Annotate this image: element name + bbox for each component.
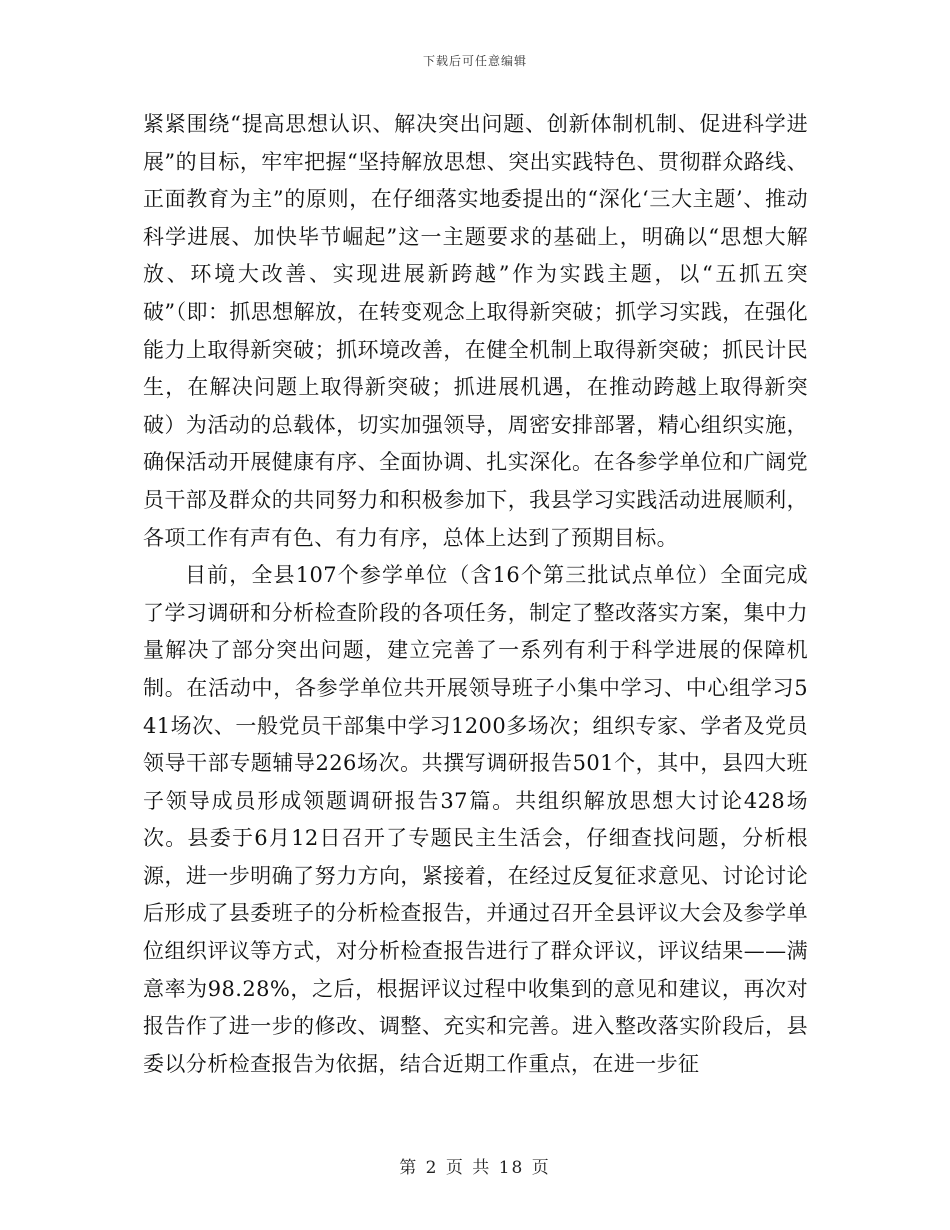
page-header-note: 下载后可任意编辑	[422, 54, 527, 68]
body-paragraph-2: 目前，全县107个参学单位（含16个第三批试点单位）全面完成了学习调研和分析检查阶段的各项任务，制定了整改落实方案，集中力量解决了部分突出问题，建立完善了一系列有利于科学进展的保障机制。在活动中，各参学单位共开展领导班子小集中学习、中心组学习541场次、一般党员干部集中学习1200多场次；组织专家、学者及党员领导干部专题辅导226场次。共撰写调研报告501个，其中，县四大班子领导成员形成领题调研报告37篇。共组织解放思想大讨论428场次。县委于6月12日召开了专题民主生活会，仔细查找问题，分析根源，进一步明确了努力方向，紧接着，在经过反复征求意见、讨论讨论后形成了县委班子的分析检查报告，并通过召开全县评议大会及参学单位组织评议等方式，对分析检查报告进行了群众评议，评议结果——满意率为98.28%，之后，根据评议过程中收集到的意见和建议，再次对报告作了进一步的修改、调整、充实和完善。进入整改落实阶段后，县委以分析检查报告为依据，结合近期工作重点，在进一步征	[143, 563, 808, 1076]
body-paragraph-1: 紧紧围绕“提高思想认识、解决突出问题、创新体制机制、促进科学进展”的目标，牢牢把握“坚持解放思想、突出实践特色、贯彻群众路线、正面教育为主”的原则，在仔细落实地委提出的“深化‘三大主题’、推动科学进展、加快毕节崛起”这一主题要求的基础上，明确以“思想大解放、环境大改善、实现进展新跨越”作为实践主题，以“五抓五突破”（即：抓思想解放，在转变观念上取得新突破；抓学习实践，在强化能力上取得新突破；抓环境改善，在健全机制上取得新突破；抓民计民生，在解决问题上取得新突破；抓进展机遇，在推动跨越上取得新突破）为活动的总载体，切实加强领导，周密安排部署，精心组织实施，确保活动开展健康有序、全面协调、扎实深化。在各参学单位和广阔党员干部及群众的共同努力和积极参加下，我县学习实践活动进展顺利，各项工作有声有色、有力有序，总体上达到了预期目标。	[143, 112, 808, 550]
page-number: 第 2 页 共 18 页	[399, 1158, 551, 1178]
document-body	[143, 106, 808, 1083]
